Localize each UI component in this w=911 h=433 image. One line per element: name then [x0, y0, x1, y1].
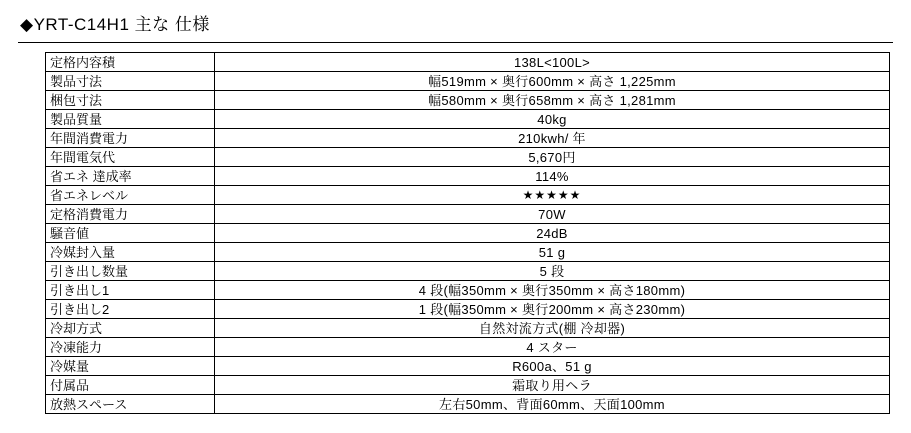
spec-label: 省エネレベル	[46, 186, 215, 205]
specification-table-body	[46, 53, 890, 414]
spec-value: 1 段(幅350mm × 奥行200mm × 高さ230mm)	[215, 300, 890, 319]
table-row	[46, 262, 890, 281]
spec-value: 左右50mm、背面60mm、天面100mm	[215, 395, 890, 414]
spec-value: 幅580mm × 奥行658mm × 高さ 1,281mm	[215, 91, 890, 110]
spec-label: 製品質量	[46, 110, 215, 129]
table-row	[46, 53, 890, 72]
table-row	[46, 91, 890, 110]
spec-label: 定格内容積	[46, 53, 215, 72]
spec-label: 梱包寸法	[46, 91, 215, 110]
spec-value: 40kg	[215, 110, 890, 129]
spec-label: 引き出し2	[46, 300, 215, 319]
table-row	[46, 281, 890, 300]
table-row	[46, 338, 890, 357]
table-row	[46, 376, 890, 395]
spec-label: 冷却方式	[46, 319, 215, 338]
table-row	[46, 243, 890, 262]
title-divider	[18, 42, 893, 43]
spec-value: 210kwh/ 年	[215, 129, 890, 148]
spec-value: 114%	[215, 167, 890, 186]
spec-value: 5,670円	[215, 148, 890, 167]
spec-value: 霜取り用ヘラ	[215, 376, 890, 395]
table-row	[46, 167, 890, 186]
energy-rating-stars: ★★★★★	[215, 186, 890, 205]
spec-label: 付属品	[46, 376, 215, 395]
spec-label: 年間消費電力	[46, 129, 215, 148]
spec-label: 引き出し数量	[46, 262, 215, 281]
table-row	[46, 205, 890, 224]
spec-value: 4 段(幅350mm × 奥行350mm × 高さ180mm)	[215, 281, 890, 300]
spec-label: 定格消費電力	[46, 205, 215, 224]
spec-label: 製品寸法	[46, 72, 215, 91]
spec-value: R600a、51 g	[215, 357, 890, 376]
spec-label: 騒音値	[46, 224, 215, 243]
page-title: ◆YRT-C14H1 主な 仕様	[20, 15, 210, 34]
table-row	[46, 110, 890, 129]
spec-label: 年間電気代	[46, 148, 215, 167]
table-row	[46, 129, 890, 148]
spec-value: 4 スター	[215, 338, 890, 357]
spec-value: 自然対流方式(棚 冷却器)	[215, 319, 890, 338]
table-row	[46, 319, 890, 338]
specification-table	[45, 52, 890, 414]
spec-label: 冷媒封入量	[46, 243, 215, 262]
table-row	[46, 186, 890, 205]
table-row	[46, 72, 890, 91]
spec-label: 冷媒量	[46, 357, 215, 376]
spec-label: 引き出し1	[46, 281, 215, 300]
spec-value: 5 段	[215, 262, 890, 281]
table-row	[46, 357, 890, 376]
spec-label: 省エネ 達成率	[46, 167, 215, 186]
spec-label: 放熱スペース	[46, 395, 215, 414]
table-row	[46, 300, 890, 319]
table-row	[46, 395, 890, 414]
spec-value: 138L<100L>	[215, 53, 890, 72]
spec-value: 24dB	[215, 224, 890, 243]
spec-value: 51 g	[215, 243, 890, 262]
spec-value: 70W	[215, 205, 890, 224]
table-row	[46, 148, 890, 167]
table-row	[46, 224, 890, 243]
spec-value: 幅519mm × 奥行600mm × 高さ 1,225mm	[215, 72, 890, 91]
spec-label: 冷凍能力	[46, 338, 215, 357]
